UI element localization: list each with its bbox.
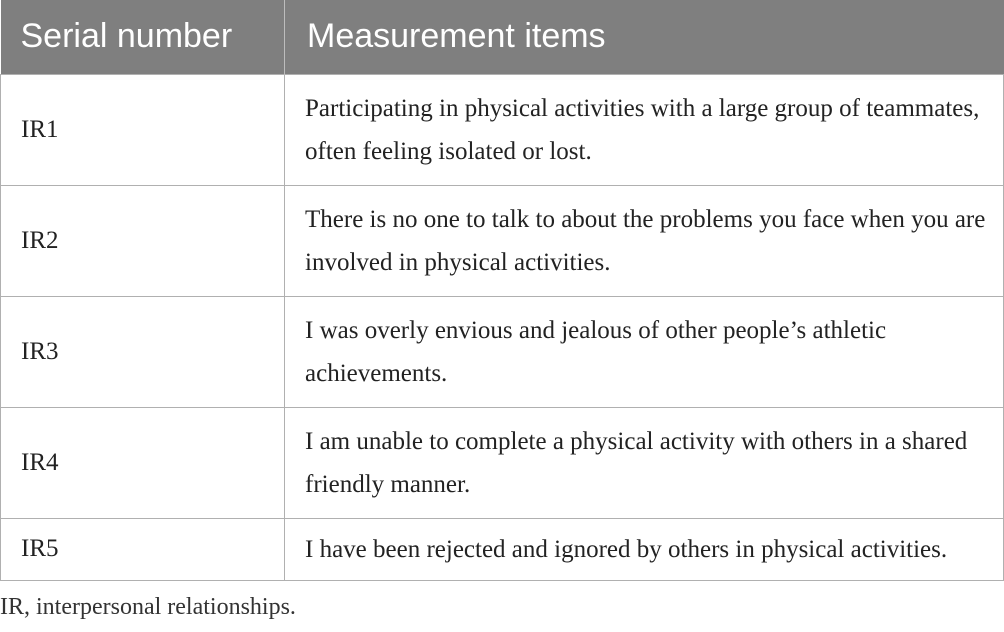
header-serial-number: Serial number: [1, 0, 285, 74]
item-cell: Participating in physical activities with a large group of teammates, often feeling isolated or lost.: [285, 74, 1004, 185]
serial-cell: IR3: [1, 296, 285, 407]
table-footnote: IR, interpersonal relationships.: [0, 594, 296, 620]
table-row: [1, 74, 1004, 185]
serial-cell: IR4: [1, 407, 285, 518]
table-header-row: [1, 0, 1004, 74]
header-measurement-items: Measurement items: [285, 0, 1004, 74]
table-row: [1, 296, 1004, 407]
item-cell: I am unable to complete a physical activity with others in a shared friendly manner.: [285, 407, 1004, 518]
serial-cell: IR2: [1, 185, 285, 296]
table-row: [1, 185, 1004, 296]
item-cell: I have been rejected and ignored by others in physical activities.: [285, 518, 1004, 580]
item-cell: There is no one to talk to about the problems you face when you are involved in physical activities.: [285, 185, 1004, 296]
table-row: [1, 407, 1004, 518]
serial-cell: IR5: [1, 518, 285, 580]
item-cell: I was overly envious and jealous of other people’s athletic achievements.: [285, 296, 1004, 407]
table-row: [1, 518, 1004, 580]
serial-cell: IR1: [1, 74, 285, 185]
